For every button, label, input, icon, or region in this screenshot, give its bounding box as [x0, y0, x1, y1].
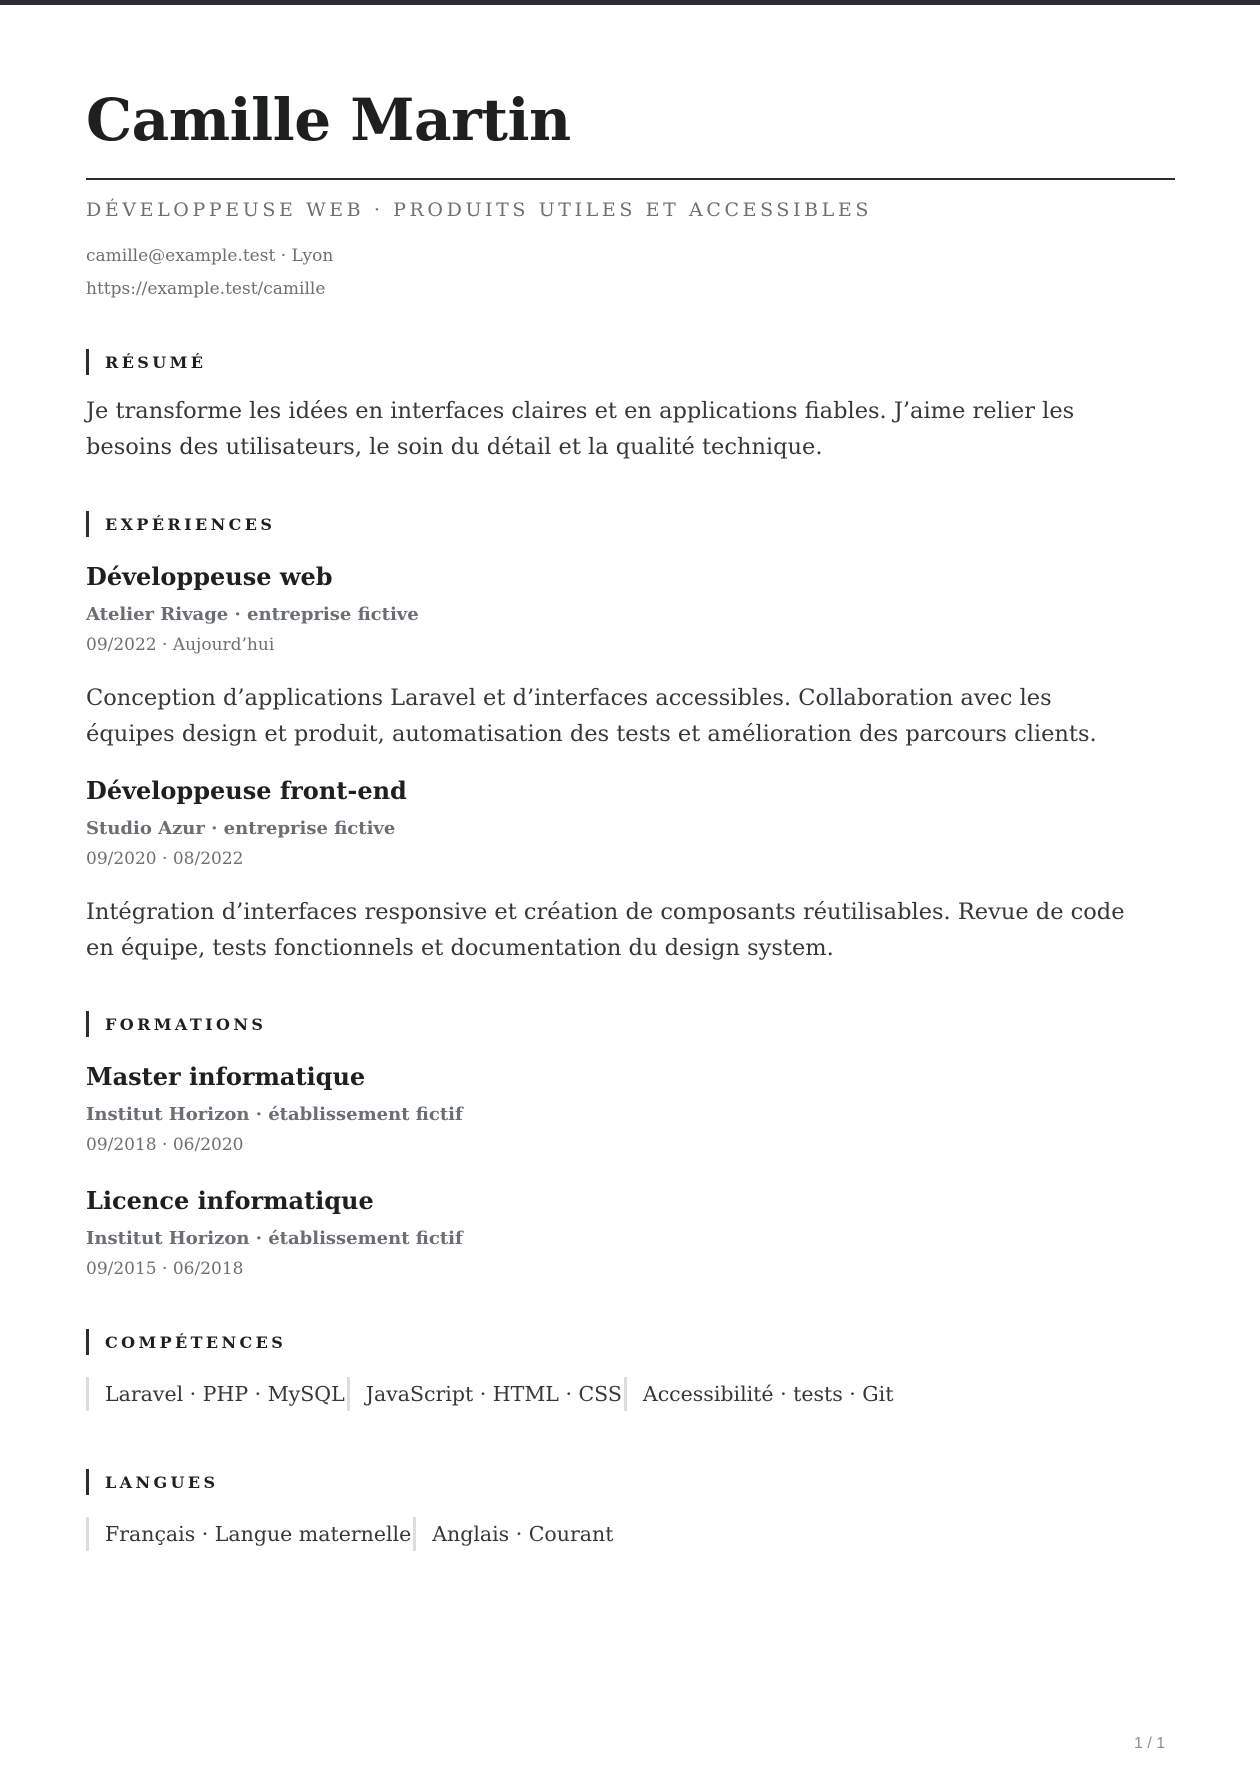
page-indicator: 1 / 1 — [1134, 1735, 1166, 1752]
skills-list — [86, 1377, 895, 1411]
summary-text: Je transforme les idées en interfaces claires et en applications fiables. J’aime relier les besoins des utilisateurs, le soin du détail et la qualité technique. — [86, 398, 1075, 460]
job-tagline: DÉVELOPPEUSE WEB · PRODUITS UTILES ET ACCESSIBLES — [86, 199, 872, 221]
education-degree: Master informatique — [86, 1062, 366, 1091]
section-label: COMPÉTENCES — [105, 1332, 287, 1352]
section-marker — [86, 1469, 89, 1495]
education-school: Institut Horizon · établissement fictif — [86, 1228, 463, 1249]
section-marker — [86, 1329, 89, 1355]
section-title-languages — [86, 1469, 218, 1495]
skill-chip: Laravel · PHP · MySQL — [86, 1377, 347, 1411]
contact-email-city: camille@example.test · Lyon — [86, 246, 334, 266]
section-title-education — [86, 1011, 266, 1037]
candidate-name: Camille Martin — [86, 86, 571, 154]
section-title-experience — [86, 511, 275, 537]
language-chip: Anglais · Courant — [413, 1517, 615, 1551]
section-label: FORMATIONS — [105, 1014, 267, 1034]
section-marker — [86, 349, 89, 375]
section-label: EXPÉRIENCES — [105, 514, 276, 534]
language-chip: Français · Langue maternelle — [86, 1517, 413, 1551]
skill-chip: JavaScript · HTML · CSS — [347, 1377, 624, 1411]
section-marker — [86, 1011, 89, 1037]
languages-list — [86, 1517, 615, 1551]
experience-dates: 09/2020 · 08/2022 — [86, 849, 244, 869]
section-marker — [86, 511, 89, 537]
experience-description: Intégration d’interfaces responsive et création de composants réutilisables. Revue de code en équipe, tests fonctionnels et documentation du design system. — [86, 899, 1125, 961]
header-divider — [86, 178, 1175, 180]
education-school: Institut Horizon · établissement fictif — [86, 1104, 463, 1125]
skill-chip: Accessibilité · tests · Git — [624, 1377, 896, 1411]
section-label: RÉSUMÉ — [105, 352, 207, 372]
experience-company: Atelier Rivage · entreprise fictive — [86, 604, 419, 625]
contact-website: https://example.test/camille — [86, 279, 326, 299]
experience-role: Développeuse front-end — [86, 776, 407, 805]
top-accent-bar — [0, 0, 1260, 5]
education-dates: 09/2018 · 06/2020 — [86, 1135, 244, 1155]
experience-role: Développeuse web — [86, 562, 333, 591]
education-degree: Licence informatique — [86, 1186, 374, 1215]
section-label: LANGUES — [105, 1472, 219, 1492]
experience-company: Studio Azur · entreprise fictive — [86, 818, 396, 839]
experience-dates: 09/2022 · Aujourd’hui — [86, 635, 275, 655]
section-title-summary — [86, 349, 206, 375]
experience-description: Conception d’applications Laravel et d’interfaces accessibles. Collaboration avec les équipes design et produit, automatisation des tests et amélioration des parcours clients. — [86, 685, 1097, 747]
education-dates: 09/2015 · 06/2018 — [86, 1259, 244, 1279]
section-title-skills — [86, 1329, 286, 1355]
